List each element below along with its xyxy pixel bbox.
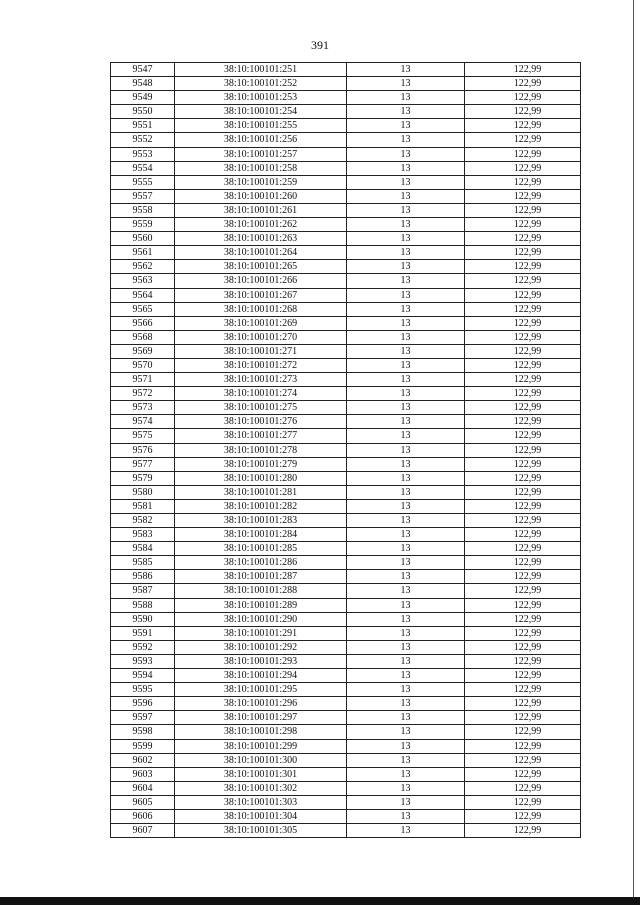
area-cell: 122,99 — [465, 429, 581, 443]
row-number-cell: 9583 — [111, 528, 175, 542]
area-cell: 122,99 — [465, 288, 581, 302]
quantity-cell: 13 — [347, 274, 465, 288]
area-cell: 122,99 — [465, 556, 581, 570]
cadastral-number-cell: 38:10:100101:255 — [175, 119, 347, 133]
table-row — [111, 626, 581, 640]
row-number-cell: 9573 — [111, 401, 175, 415]
cadastral-number-cell: 38:10:100101:252 — [175, 77, 347, 91]
row-number-cell: 9581 — [111, 499, 175, 513]
table-row — [111, 612, 581, 626]
area-cell: 122,99 — [465, 528, 581, 542]
table-row — [111, 809, 581, 823]
quantity-cell: 13 — [347, 824, 465, 838]
quantity-cell: 13 — [347, 725, 465, 739]
quantity-cell: 13 — [347, 387, 465, 401]
row-number-cell: 9602 — [111, 753, 175, 767]
quantity-cell: 13 — [347, 119, 465, 133]
area-cell: 122,99 — [465, 514, 581, 528]
cadastral-number-cell: 38:10:100101:295 — [175, 683, 347, 697]
table-row — [111, 358, 581, 372]
quantity-cell: 13 — [347, 612, 465, 626]
table-row — [111, 203, 581, 217]
area-cell: 122,99 — [465, 809, 581, 823]
table-row — [111, 767, 581, 781]
quantity-cell: 13 — [347, 147, 465, 161]
table-row — [111, 344, 581, 358]
cadastral-number-cell: 38:10:100101:304 — [175, 809, 347, 823]
area-cell: 122,99 — [465, 753, 581, 767]
row-number-cell: 9557 — [111, 189, 175, 203]
table-row — [111, 302, 581, 316]
area-cell: 122,99 — [465, 373, 581, 387]
quantity-cell: 13 — [347, 683, 465, 697]
table-row — [111, 415, 581, 429]
row-number-cell: 9554 — [111, 161, 175, 175]
row-number-cell: 9574 — [111, 415, 175, 429]
row-number-cell: 9588 — [111, 598, 175, 612]
table-row — [111, 373, 581, 387]
quantity-cell: 13 — [347, 288, 465, 302]
table-row — [111, 753, 581, 767]
row-number-cell: 9604 — [111, 781, 175, 795]
table-row — [111, 260, 581, 274]
cadastral-number-cell: 38:10:100101:275 — [175, 401, 347, 415]
cadastral-number-cell: 38:10:100101:267 — [175, 288, 347, 302]
row-number-cell: 9591 — [111, 626, 175, 640]
area-cell: 122,99 — [465, 260, 581, 274]
cadastral-number-cell: 38:10:100101:303 — [175, 795, 347, 809]
row-number-cell: 9603 — [111, 767, 175, 781]
row-number-cell: 9548 — [111, 77, 175, 91]
area-cell: 122,99 — [465, 739, 581, 753]
table-row — [111, 316, 581, 330]
table-row — [111, 161, 581, 175]
quantity-cell: 13 — [347, 654, 465, 668]
cadastral-number-cell: 38:10:100101:287 — [175, 570, 347, 584]
area-cell: 122,99 — [465, 683, 581, 697]
quantity-cell: 13 — [347, 91, 465, 105]
table-row — [111, 781, 581, 795]
area-cell: 122,99 — [465, 91, 581, 105]
row-number-cell: 9594 — [111, 669, 175, 683]
area-cell: 122,99 — [465, 697, 581, 711]
area-cell: 122,99 — [465, 584, 581, 598]
table-row — [111, 683, 581, 697]
row-number-cell: 9579 — [111, 471, 175, 485]
row-number-cell: 9565 — [111, 302, 175, 316]
area-cell: 122,99 — [465, 542, 581, 556]
row-number-cell: 9569 — [111, 344, 175, 358]
quantity-cell: 13 — [347, 203, 465, 217]
cadastral-number-cell: 38:10:100101:276 — [175, 415, 347, 429]
row-number-cell: 9562 — [111, 260, 175, 274]
cadastral-number-cell: 38:10:100101:293 — [175, 654, 347, 668]
row-number-cell: 9563 — [111, 274, 175, 288]
table-row — [111, 485, 581, 499]
table-row — [111, 77, 581, 91]
cadastral-number-cell: 38:10:100101:261 — [175, 203, 347, 217]
quantity-cell: 13 — [347, 753, 465, 767]
area-cell: 122,99 — [465, 499, 581, 513]
table-row — [111, 640, 581, 654]
row-number-cell: 9587 — [111, 584, 175, 598]
quantity-cell: 13 — [347, 401, 465, 415]
cadastral-number-cell: 38:10:100101:272 — [175, 358, 347, 372]
table-row — [111, 288, 581, 302]
cadastral-number-cell: 38:10:100101:296 — [175, 697, 347, 711]
area-cell: 122,99 — [465, 302, 581, 316]
cadastral-number-cell: 38:10:100101:297 — [175, 711, 347, 725]
table-row — [111, 175, 581, 189]
table-row — [111, 711, 581, 725]
area-cell: 122,99 — [465, 63, 581, 77]
quantity-cell: 13 — [347, 161, 465, 175]
area-cell: 122,99 — [465, 457, 581, 471]
quantity-cell: 13 — [347, 669, 465, 683]
quantity-cell: 13 — [347, 175, 465, 189]
row-number-cell: 9559 — [111, 218, 175, 232]
quantity-cell: 13 — [347, 739, 465, 753]
quantity-cell: 13 — [347, 584, 465, 598]
area-cell: 122,99 — [465, 767, 581, 781]
cadastral-number-cell: 38:10:100101:270 — [175, 330, 347, 344]
quantity-cell: 13 — [347, 218, 465, 232]
table-row — [111, 570, 581, 584]
cadastral-number-cell: 38:10:100101:274 — [175, 387, 347, 401]
area-cell: 122,99 — [465, 218, 581, 232]
area-cell: 122,99 — [465, 795, 581, 809]
quantity-cell: 13 — [347, 485, 465, 499]
area-cell: 122,99 — [465, 203, 581, 217]
row-number-cell: 9576 — [111, 443, 175, 457]
cadastral-number-cell: 38:10:100101:277 — [175, 429, 347, 443]
quantity-cell: 13 — [347, 528, 465, 542]
table-row — [111, 232, 581, 246]
cadastral-number-cell: 38:10:100101:289 — [175, 598, 347, 612]
cadastral-number-cell: 38:10:100101:292 — [175, 640, 347, 654]
quantity-cell: 13 — [347, 189, 465, 203]
quantity-cell: 13 — [347, 697, 465, 711]
quantity-cell: 13 — [347, 133, 465, 147]
quantity-cell: 13 — [347, 316, 465, 330]
table-row — [111, 598, 581, 612]
registry-table — [110, 62, 581, 838]
row-number-cell: 9586 — [111, 570, 175, 584]
area-cell: 122,99 — [465, 77, 581, 91]
row-number-cell: 9558 — [111, 203, 175, 217]
table-row — [111, 246, 581, 260]
row-number-cell: 9547 — [111, 63, 175, 77]
registry-table-body — [111, 63, 581, 838]
cadastral-number-cell: 38:10:100101:301 — [175, 767, 347, 781]
table-row — [111, 63, 581, 77]
area-cell: 122,99 — [465, 358, 581, 372]
cadastral-number-cell: 38:10:100101:266 — [175, 274, 347, 288]
cadastral-number-cell: 38:10:100101:257 — [175, 147, 347, 161]
area-cell: 122,99 — [465, 387, 581, 401]
row-number-cell: 9590 — [111, 612, 175, 626]
table-row — [111, 189, 581, 203]
table-row — [111, 584, 581, 598]
cadastral-number-cell: 38:10:100101:279 — [175, 457, 347, 471]
area-cell: 122,99 — [465, 175, 581, 189]
row-number-cell: 9580 — [111, 485, 175, 499]
area-cell: 122,99 — [465, 640, 581, 654]
row-number-cell: 9551 — [111, 119, 175, 133]
quantity-cell: 13 — [347, 570, 465, 584]
row-number-cell: 9597 — [111, 711, 175, 725]
cadastral-number-cell: 38:10:100101:251 — [175, 63, 347, 77]
cadastral-number-cell: 38:10:100101:300 — [175, 753, 347, 767]
cadastral-number-cell: 38:10:100101:268 — [175, 302, 347, 316]
area-cell: 122,99 — [465, 415, 581, 429]
cadastral-number-cell: 38:10:100101:302 — [175, 781, 347, 795]
page-number: 391 — [311, 38, 329, 52]
quantity-cell: 13 — [347, 514, 465, 528]
cadastral-number-cell: 38:10:100101:285 — [175, 542, 347, 556]
quantity-cell: 13 — [347, 711, 465, 725]
quantity-cell: 13 — [347, 795, 465, 809]
cadastral-number-cell: 38:10:100101:299 — [175, 739, 347, 753]
area-cell: 122,99 — [465, 471, 581, 485]
quantity-cell: 13 — [347, 344, 465, 358]
quantity-cell: 13 — [347, 302, 465, 316]
area-cell: 122,99 — [465, 725, 581, 739]
quantity-cell: 13 — [347, 246, 465, 260]
quantity-cell: 13 — [347, 781, 465, 795]
table-row — [111, 119, 581, 133]
table-row — [111, 739, 581, 753]
quantity-cell: 13 — [347, 626, 465, 640]
row-number-cell: 9553 — [111, 147, 175, 161]
table-row — [111, 697, 581, 711]
area-cell: 122,99 — [465, 316, 581, 330]
area-cell: 122,99 — [465, 443, 581, 457]
row-number-cell: 9585 — [111, 556, 175, 570]
row-number-cell: 9575 — [111, 429, 175, 443]
area-cell: 122,99 — [465, 711, 581, 725]
row-number-cell: 9577 — [111, 457, 175, 471]
quantity-cell: 13 — [347, 358, 465, 372]
table-row — [111, 654, 581, 668]
cadastral-number-cell: 38:10:100101:256 — [175, 133, 347, 147]
table-row — [111, 471, 581, 485]
area-cell: 122,99 — [465, 232, 581, 246]
quantity-cell: 13 — [347, 373, 465, 387]
table-row — [111, 824, 581, 838]
cadastral-number-cell: 38:10:100101:269 — [175, 316, 347, 330]
cadastral-number-cell: 38:10:100101:263 — [175, 232, 347, 246]
cadastral-number-cell: 38:10:100101:291 — [175, 626, 347, 640]
cadastral-number-cell: 38:10:100101:258 — [175, 161, 347, 175]
table-row — [111, 105, 581, 119]
quantity-cell: 13 — [347, 471, 465, 485]
quantity-cell: 13 — [347, 260, 465, 274]
cadastral-number-cell: 38:10:100101:305 — [175, 824, 347, 838]
row-number-cell: 9561 — [111, 246, 175, 260]
area-cell: 122,99 — [465, 669, 581, 683]
cadastral-number-cell: 38:10:100101:262 — [175, 218, 347, 232]
row-number-cell: 9592 — [111, 640, 175, 654]
row-number-cell: 9595 — [111, 683, 175, 697]
table-row — [111, 542, 581, 556]
cadastral-number-cell: 38:10:100101:260 — [175, 189, 347, 203]
quantity-cell: 13 — [347, 105, 465, 119]
area-cell: 122,99 — [465, 189, 581, 203]
cadastral-number-cell: 38:10:100101:265 — [175, 260, 347, 274]
cadastral-number-cell: 38:10:100101:288 — [175, 584, 347, 598]
cadastral-number-cell: 38:10:100101:281 — [175, 485, 347, 499]
area-cell: 122,99 — [465, 654, 581, 668]
quantity-cell: 13 — [347, 429, 465, 443]
scan-margin-line — [633, 0, 634, 897]
area-cell: 122,99 — [465, 147, 581, 161]
cadastral-number-cell: 38:10:100101:264 — [175, 246, 347, 260]
table-row — [111, 499, 581, 513]
row-number-cell: 9549 — [111, 91, 175, 105]
area-cell: 122,99 — [465, 598, 581, 612]
cadastral-number-cell: 38:10:100101:294 — [175, 669, 347, 683]
quantity-cell: 13 — [347, 598, 465, 612]
table-row — [111, 401, 581, 415]
row-number-cell: 9582 — [111, 514, 175, 528]
area-cell: 122,99 — [465, 274, 581, 288]
area-cell: 122,99 — [465, 344, 581, 358]
table-row — [111, 330, 581, 344]
row-number-cell: 9550 — [111, 105, 175, 119]
cadastral-number-cell: 38:10:100101:280 — [175, 471, 347, 485]
quantity-cell: 13 — [347, 77, 465, 91]
quantity-cell: 13 — [347, 640, 465, 654]
table-row — [111, 457, 581, 471]
cadastral-number-cell: 38:10:100101:253 — [175, 91, 347, 105]
area-cell: 122,99 — [465, 105, 581, 119]
cadastral-number-cell: 38:10:100101:254 — [175, 105, 347, 119]
row-number-cell: 9593 — [111, 654, 175, 668]
quantity-cell: 13 — [347, 457, 465, 471]
table-row — [111, 556, 581, 570]
row-number-cell: 9571 — [111, 373, 175, 387]
quantity-cell: 13 — [347, 232, 465, 246]
cadastral-number-cell: 38:10:100101:271 — [175, 344, 347, 358]
row-number-cell: 9568 — [111, 330, 175, 344]
row-number-cell: 9584 — [111, 542, 175, 556]
table-row — [111, 91, 581, 105]
quantity-cell: 13 — [347, 443, 465, 457]
table-row — [111, 669, 581, 683]
area-cell: 122,99 — [465, 133, 581, 147]
area-cell: 122,99 — [465, 161, 581, 175]
table-row — [111, 795, 581, 809]
table-row — [111, 443, 581, 457]
row-number-cell: 9552 — [111, 133, 175, 147]
row-number-cell: 9605 — [111, 795, 175, 809]
table-row — [111, 387, 581, 401]
area-cell: 122,99 — [465, 246, 581, 260]
cadastral-number-cell: 38:10:100101:278 — [175, 443, 347, 457]
row-number-cell: 9560 — [111, 232, 175, 246]
area-cell: 122,99 — [465, 824, 581, 838]
cadastral-number-cell: 38:10:100101:286 — [175, 556, 347, 570]
quantity-cell: 13 — [347, 556, 465, 570]
row-number-cell: 9599 — [111, 739, 175, 753]
table-row — [111, 147, 581, 161]
table-row — [111, 725, 581, 739]
row-number-cell: 9596 — [111, 697, 175, 711]
table-row — [111, 218, 581, 232]
table-row — [111, 514, 581, 528]
area-cell: 122,99 — [465, 570, 581, 584]
cadastral-number-cell: 38:10:100101:290 — [175, 612, 347, 626]
area-cell: 122,99 — [465, 485, 581, 499]
cadastral-number-cell: 38:10:100101:298 — [175, 725, 347, 739]
cadastral-number-cell: 38:10:100101:282 — [175, 499, 347, 513]
table-row — [111, 429, 581, 443]
quantity-cell: 13 — [347, 330, 465, 344]
row-number-cell: 9572 — [111, 387, 175, 401]
cadastral-number-cell: 38:10:100101:259 — [175, 175, 347, 189]
area-cell: 122,99 — [465, 781, 581, 795]
cadastral-number-cell: 38:10:100101:273 — [175, 373, 347, 387]
row-number-cell: 9570 — [111, 358, 175, 372]
quantity-cell: 13 — [347, 542, 465, 556]
row-number-cell: 9566 — [111, 316, 175, 330]
quantity-cell: 13 — [347, 415, 465, 429]
quantity-cell: 13 — [347, 63, 465, 77]
table-row — [111, 274, 581, 288]
area-cell: 122,99 — [465, 401, 581, 415]
row-number-cell: 9606 — [111, 809, 175, 823]
quantity-cell: 13 — [347, 767, 465, 781]
area-cell: 122,99 — [465, 626, 581, 640]
area-cell: 122,99 — [465, 612, 581, 626]
area-cell: 122,99 — [465, 330, 581, 344]
cadastral-number-cell: 38:10:100101:283 — [175, 514, 347, 528]
row-number-cell: 9598 — [111, 725, 175, 739]
area-cell: 122,99 — [465, 119, 581, 133]
quantity-cell: 13 — [347, 499, 465, 513]
table-row — [111, 528, 581, 542]
table-row — [111, 133, 581, 147]
row-number-cell: 9555 — [111, 175, 175, 189]
row-number-cell: 9607 — [111, 824, 175, 838]
cadastral-number-cell: 38:10:100101:284 — [175, 528, 347, 542]
quantity-cell: 13 — [347, 809, 465, 823]
scan-bottom-edge — [0, 897, 640, 905]
row-number-cell: 9564 — [111, 288, 175, 302]
